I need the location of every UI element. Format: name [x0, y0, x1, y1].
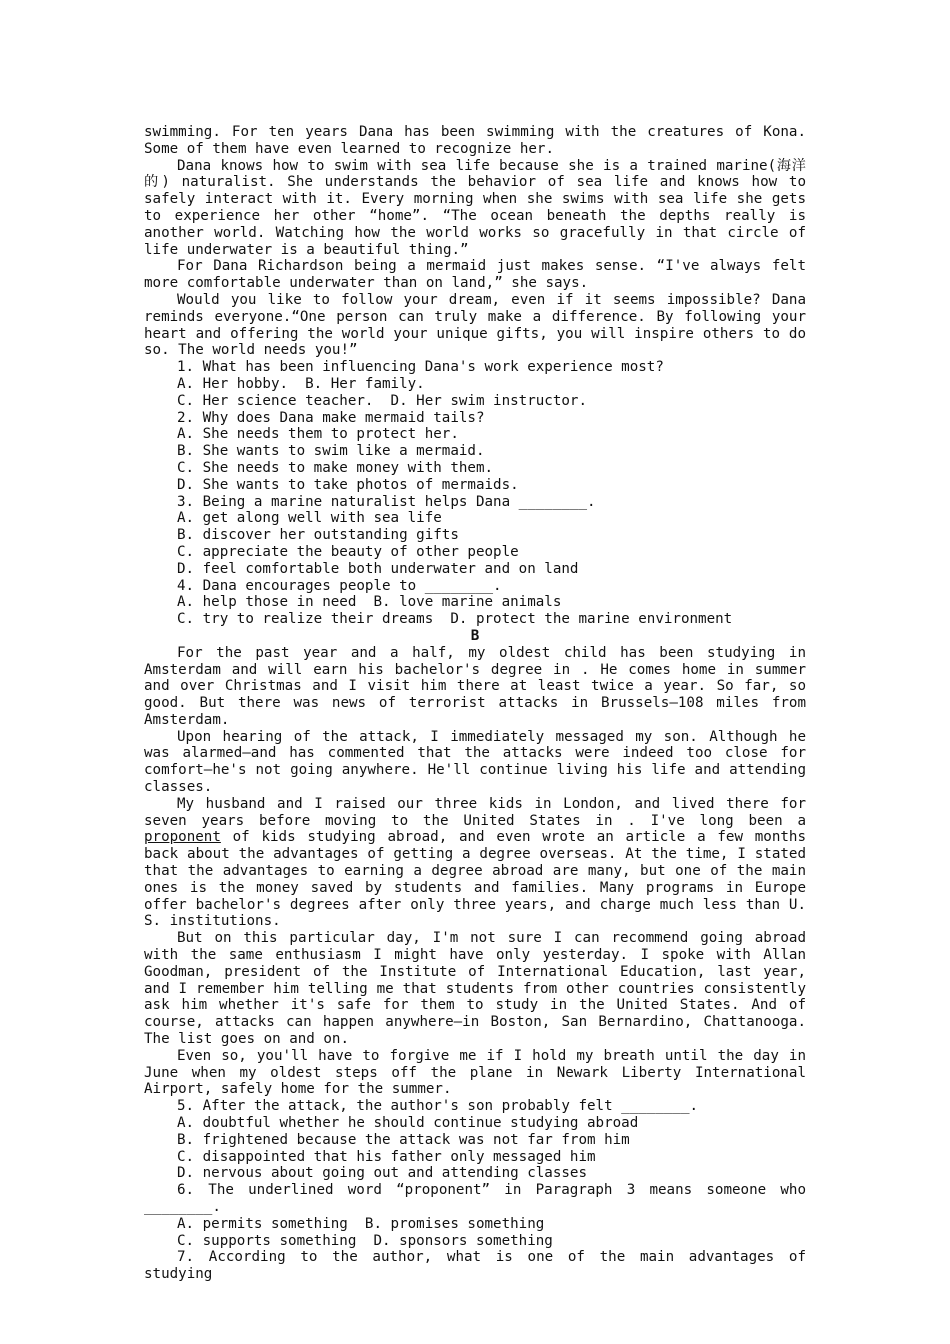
question-6-options-cd: C. supports something D. sponsors something	[177, 1232, 553, 1249]
question-2-option-a: A. She needs them to protect her.	[177, 426, 459, 443]
question-2-option-b: B. She wants to swim like a mermaid.	[177, 443, 485, 460]
passage-a-paragraph-2: Dana knows how to swim with sea life because she is a trained marine(海洋的) naturalist. She understands the behavior of sea life and knows how to safely interact with it. Every morning when she swims with sea life she gets to experience her other “home”. “The ocean beneath the depths really is another world. Watching how the world works so gracefully in that circle of life underwater is a beautiful thing.”	[144, 157, 806, 258]
question-4-options-cd: C. try to realize their dreams D. protect the marine environment	[177, 611, 733, 628]
question-3-option-b: B. discover her outstanding gifts	[177, 527, 459, 544]
question-2-stem: 2. Why does Dana make mermaid tails?	[177, 409, 485, 426]
document-page	[144, 124, 806, 1283]
question-4-options-ab: A. help those in need B. love marine animals	[177, 594, 562, 611]
underlined-word-proponent: proponent	[144, 829, 221, 846]
questions-a	[144, 359, 806, 628]
passage-b-paragraph-2: Upon hearing of the attack, I immediately messaged my son. Although he was alarmed—and has commented that the attacks were indeed too close for comfort—he's not going anywhere. He'll continue living his life and attending classes.	[144, 728, 806, 796]
paragraph-3-text-before: My husband and I raised our three kids in London, and lived there for seven years before moving to the United States in . I've long been a	[144, 795, 806, 829]
question-5-option-c: C. disappointed that his father only messaged him	[177, 1148, 596, 1165]
section-b-heading: B	[470, 627, 480, 644]
question-1-options-cd: C. Her science teacher. D. Her swim instructor.	[177, 392, 587, 409]
question-3-option-a: A. get along well with sea life	[177, 510, 442, 527]
passage-b-paragraph-4: But on this particular day, I'm not sure I can recommend going abroad with the same enthusiasm I might have only yesterday. I spoke with Allan Goodman, president of the Institute of International Education, last year, and I remember him telling me that students from other countries consistently ask him whether it's safe for them to study in the United States. And of course, attacks can happen anywhere—in Boston, San Bernardino, Chattanooga. The list goes on and on.	[144, 930, 806, 1048]
question-5-option-d: D. nervous about going out and attending classes	[177, 1165, 587, 1182]
questions-b	[144, 1098, 806, 1283]
question-6-stem: 6. The underlined word “proponent” in Paragraph 3 means someone who ________.	[144, 1182, 806, 1215]
question-5-option-b: B. frightened because the attack was not far from him	[177, 1131, 630, 1148]
question-1-stem: 1. What has been influencing Dana's work experience most?	[177, 359, 664, 376]
question-4-stem: 4. Dana encourages people to ________.	[177, 577, 502, 594]
passage-b-paragraph-3	[144, 796, 806, 930]
question-6-options-ab: A. permits something B. promises something	[177, 1215, 545, 1232]
passage-b-paragraph-5: Even so, you'll have to forgive me if I hold my breath until the day in June when my oldest steps off the plane in Newark Liberty International Airport, safely home for the summer.	[144, 1047, 806, 1098]
passage-a-paragraph-1: swimming. For ten years Dana has been swimming with the creatures of Kona. Some of them have even learned to recognize her.	[144, 124, 806, 157]
question-7-stem: 7. According to the author, what is one of the main advantages of studying	[144, 1249, 806, 1283]
passage-b-paragraph-1: For the past year and a half, my oldest child has been studying in Amsterdam and will earn his bachelor's degree in . He comes home in summer and over Christmas and I visit him there at least twice a year. So far, so good. But there was news of terrorist attacks in Brussels—108 miles from Amsterdam.	[144, 644, 806, 728]
question-2-option-c: C. She needs to make money with them.	[177, 459, 494, 476]
question-3-stem: 3. Being a marine naturalist helps Dana ________.	[177, 493, 596, 510]
question-5-option-a: A. doubtful whether he should continue studying abroad	[177, 1115, 639, 1132]
question-1-options-ab: A. Her hobby. B. Her family.	[177, 375, 425, 392]
question-5-stem: 5. After the attack, the author's son probably felt ________.	[177, 1098, 699, 1115]
question-3-option-d: D. feel comfortable both underwater and on land	[177, 560, 579, 577]
passage-a-paragraph-4: Would you like to follow your dream, even if it seems impossible? Dana reminds everyone.“One person can truly make a difference. By following your heart and offering the world your unique gifts, you will inspire others to do so. The world needs you!”	[144, 291, 806, 359]
question-3-option-c: C. appreciate the beauty of other people	[177, 543, 519, 560]
passage-a-paragraph-3: For Dana Richardson being a mermaid just makes sense. “I've always felt more comfortable underwater than on land,” she says.	[144, 258, 806, 292]
question-2-option-d: D. She wants to take photos of mermaids.	[177, 476, 519, 493]
paragraph-3-text-after: of kids studying abroad, and even wrote an article a few months back about the advantages of getting a degree overseas. At the time, I stated that the advantages to earning a degree abroad are many, but one of the main ones is the money saved by students and families. Many programs in Europe offer bachelor's degrees after only three years, and charge much less than U. S. institutions.	[144, 829, 806, 930]
